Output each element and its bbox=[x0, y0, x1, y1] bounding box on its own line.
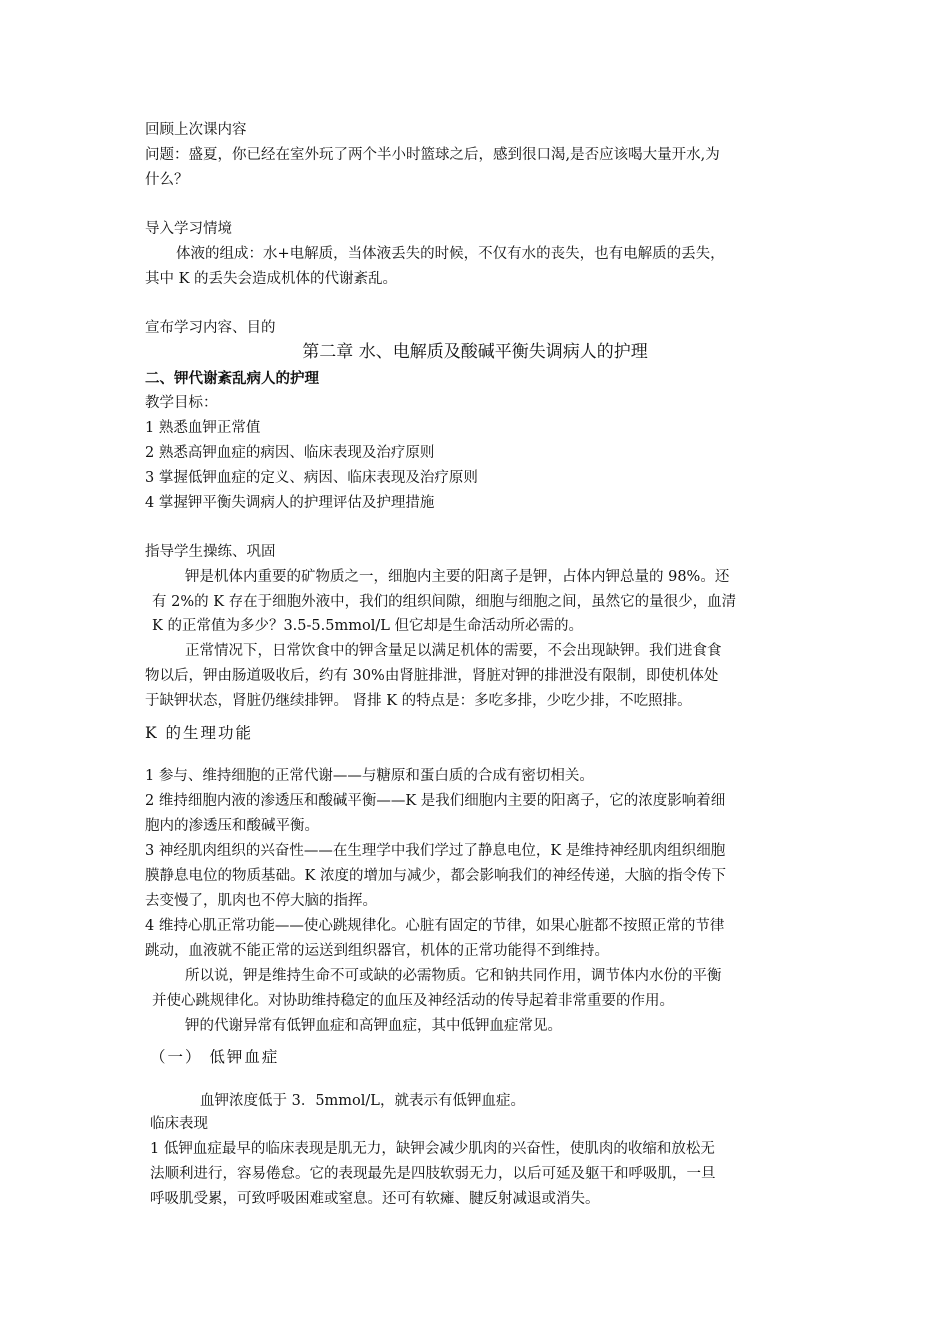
review-question-line-1: 问题：盛夏，你已经在室外玩了两个半小时篮球之后，感到很口渴,是否应该喝大量开水,为 bbox=[145, 147, 720, 163]
practice-p2-line-1: 正常情况下，日常饮食中的钾含量足以满足机体的需要，不会出现缺钾。我们进食食 bbox=[185, 643, 722, 659]
practice-p1-line-1: 钾是机体内重要的矿物质之一，细胞内主要的阳离子是钾，占体内钾总量的 98%。还 bbox=[185, 569, 730, 585]
intro-heading: 导入学习情境 bbox=[145, 221, 232, 237]
goal-item: 3 掌握低钾血症的定义、病因、临床表现及治疗原则 bbox=[145, 470, 478, 486]
physio-item: 4 维持心肌正常功能——使心跳规律化。心脏有固定的节律，如果心脏都不按照正常的节律 bbox=[145, 918, 725, 934]
physio-item: 3 神经肌肉组织的兴奋性——在生理学中我们学过了静息电位，K 是维持神经肌肉组织细胞 bbox=[145, 843, 726, 859]
practice-p1-line-2: 有 2%的 K 存在于细胞外液中，我们的组织间隙，细胞与细胞之间，虽然它的量很少，血清 bbox=[152, 594, 737, 610]
physio-item: 去变慢了，肌肉也不停大脑的指挥。 bbox=[145, 893, 377, 909]
chapter-title: 第二章 水、电解质及酸碱平衡失调病人的护理 bbox=[302, 342, 648, 362]
physio-item: 膜静息电位的物质基础。K 浓度的增加与减少，都会影响我们的神经传递，大脑的指令传下 bbox=[145, 868, 726, 884]
intro-paragraph-line-1: 体液的组成：水+电解质，当体液丢失的时候，不仅有水的丧失，也有电解质的丢失， bbox=[176, 246, 725, 262]
physio-summary-line-3: 钾的代谢异常有低钾血症和高钾血症，其中低钾血症常见。 bbox=[185, 1018, 562, 1034]
hypokalemia-heading: （一） 低钾血症 bbox=[150, 1048, 280, 1066]
practice-heading: 指导学生操练、巩固 bbox=[145, 544, 276, 560]
physio-summary-line-2: 并使心跳规律化。对协助维持稳定的血压及神经活动的传导起着非常重要的作用。 bbox=[152, 993, 674, 1009]
physio-summary-line-1: 所以说，钾是维持生命不可或缺的必需物质。它和钠共同作用，调节体内水份的平衡 bbox=[185, 968, 722, 984]
announce-heading: 宣布学习内容、目的 bbox=[145, 320, 276, 336]
hypokalemia-definition: 血钾浓度低于 3．5mmol/L，就表示有低钾血症。 bbox=[200, 1093, 525, 1109]
physio-item: 胞内的渗透压和酸碱平衡。 bbox=[145, 818, 319, 834]
practice-p2-line-3: 于缺钾状态，肾脏仍继续排钾。 肾排 K 的特点是：多吃多排，少吃少排，不吃照排。 bbox=[145, 693, 692, 709]
practice-p2-line-2: 物以后，钾由肠道吸收后，约有 30%由肾脏排泄，肾脏对钾的排泄没有限制，即使机体处 bbox=[145, 668, 719, 684]
intro-paragraph-line-2: 其中 K 的丢失会造成机体的代谢紊乱。 bbox=[145, 271, 398, 287]
section-title: 二、钾代谢紊乱病人的护理 bbox=[145, 371, 319, 387]
clinical-line-3: 呼吸肌受累，可致呼吸困难或窒息。还可有软瘫、腱反射减退或消失。 bbox=[150, 1191, 600, 1207]
clinical-label: 临床表现 bbox=[150, 1116, 208, 1132]
clinical-line-2: 法顺利进行，容易倦怠。它的表现最先是四肢软弱无力，以后可延及躯干和呼吸肌，一旦 bbox=[150, 1166, 716, 1182]
practice-p1-line-3: K 的正常值为多少？3.5-5.5mmol/L 但它却是生命活动所必需的。 bbox=[152, 618, 583, 634]
review-heading: 回顾上次课内容 bbox=[145, 122, 247, 138]
goal-item: 1 熟悉血钾正常值 bbox=[145, 420, 261, 436]
physio-item: 跳动，血液就不能正常的运送到组织器官，机体的正常功能得不到维持。 bbox=[145, 943, 609, 959]
clinical-line-1: 1 低钾血症最早的临床表现是肌无力，缺钾会减少肌肉的兴奋性，使肌肉的收缩和放松无 bbox=[150, 1141, 715, 1157]
physio-item: 1 参与、维持细胞的正常代谢——与糖原和蛋白质的合成有密切相关。 bbox=[145, 768, 594, 784]
goal-item: 2 熟悉高钾血症的病因、临床表现及治疗原则 bbox=[145, 445, 435, 461]
goal-item: 4 掌握钾平衡失调病人的护理评估及护理措施 bbox=[145, 495, 435, 511]
review-question-line-2: 什么？ bbox=[145, 172, 189, 188]
physio-heading: K 的生理功能 bbox=[145, 724, 254, 742]
goals-label: 教学目标： bbox=[145, 395, 218, 411]
physio-item: 2 维持细胞内液的渗透压和酸碱平衡——K 是我们细胞内主要的阳离子，它的浓度影响着细 bbox=[145, 793, 726, 809]
